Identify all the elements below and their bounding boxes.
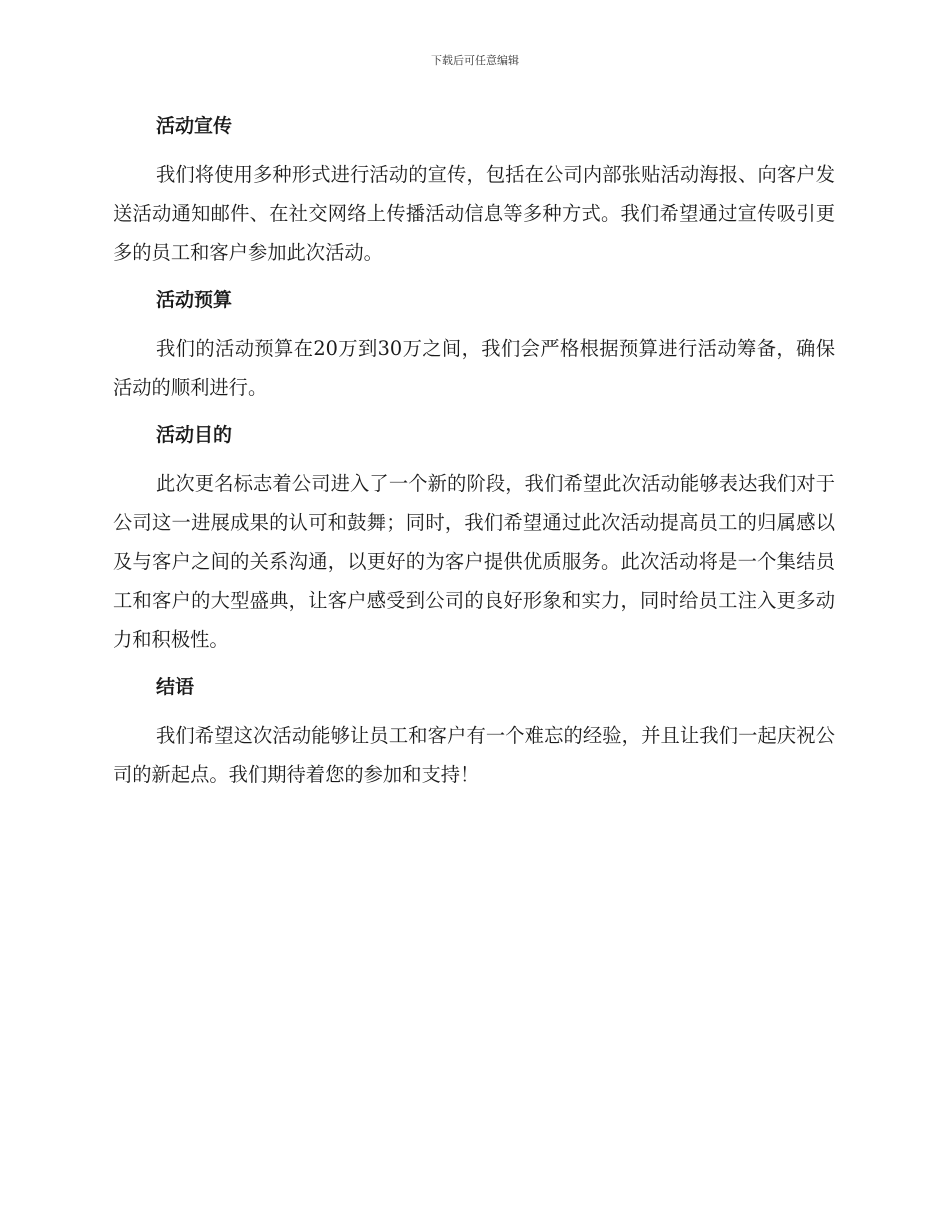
section-heading: 结语 (156, 676, 195, 698)
section-heading: 活动目的 (156, 424, 233, 446)
section-paragraph: 我们希望这次活动能够让员工和客户有一个难忘的经验，并且让我们一起庆祝公司的新起点。我们期待着您的参加和支持！ (113, 724, 835, 786)
page-header: 下载后可任意编辑 (431, 54, 519, 67)
section-budget (113, 284, 835, 407)
section-heading: 活动预算 (156, 289, 233, 311)
section-paragraph: 我们将使用多种形式进行活动的宣传，包括在公司内部张贴活动海报、向客户发送活动通知邮件、在社交网络上传播活动信息等多种方式。我们希望通过宣传吸引更多的员工和客户参加此次活动。 (113, 163, 835, 264)
document-body (113, 110, 835, 806)
section-heading: 活动宣传 (156, 115, 233, 137)
section-promotion (113, 110, 835, 272)
section-paragraph: 此次更名标志着公司进入了一个新的阶段，我们希望此次活动能够表达我们对于公司这一进展成果的认可和鼓舞；同时，我们希望通过此次活动提高员工的归属感以及与客户之间的关系沟通，以更好的为客户提供优质服务。此次活动将是一个集结员工和客户的大型盛典，让客户感受到公司的良好形象和实力，同时给员工注入更多动力和积极性。 (113, 472, 835, 651)
section-conclusion (113, 671, 835, 794)
section-paragraph: 我们的活动预算在20万到30万之间，我们会严格根据预算进行活动筹备，确保活动的顺利进行。 (113, 337, 835, 399)
section-purpose (113, 419, 835, 659)
